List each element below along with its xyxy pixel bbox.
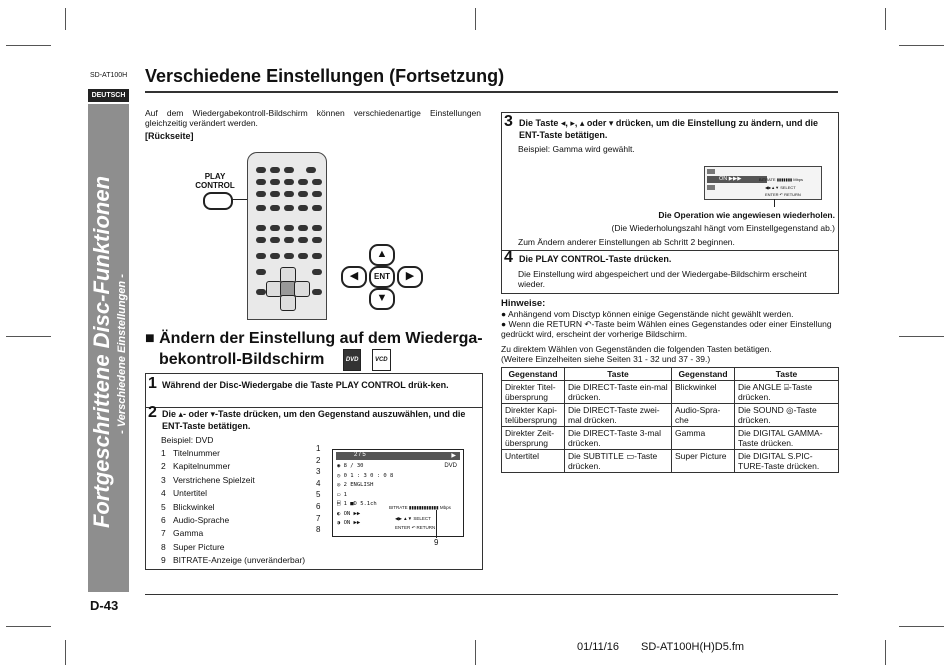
remote-button (284, 167, 294, 173)
crop-mark (6, 336, 51, 337)
list-item: 1 Titelnummer (161, 448, 220, 458)
step-3-repeat: Die Operation wie angewiesen wiederholen. (658, 210, 835, 220)
rueckseite-label: [Rückseite] (145, 131, 194, 141)
ent-button-illustration: ENT (369, 266, 395, 288)
remote-button (312, 289, 322, 295)
crop-mark (475, 8, 476, 30)
up-arrow-button-illustration: ▲ (369, 244, 395, 266)
remote-button (270, 205, 280, 211)
osd-bitrate: BITRATE ▮▮▮▮▮▮▮▮▮▮▮▮ Mbps (389, 505, 451, 510)
chapter-sidebar (88, 104, 129, 592)
section-heading: ■ Ändern der Einstellung auf dem Wiederga- bekontroll-Bildschirm DVD VCD (145, 329, 483, 371)
remote-button (298, 237, 308, 243)
osd-title-bar: 2 / 5 ▶ (336, 452, 460, 460)
osd-select: ◀▶ ▲▼ SELECT (395, 516, 431, 521)
dvd-badge: DVD (343, 349, 362, 371)
table-row: Direkter Kapi-telübersprung Die DIRECT-Taste zwei-mal drücken. Audio-Spra-che Die SOUND ◎-Taste drücken. (502, 404, 839, 427)
osd-rows: ◉ 8 / 30 ◷ 0 1 : 3 0 : 0 8 ◎ 2 ENGLISH ▭ 1 ⌸ 1 ■D 5.1ch ◐ ON ▶▶ ◑ ON ▶▶ (337, 463, 394, 526)
crop-mark (899, 45, 944, 46)
remote-dpad (280, 295, 296, 311)
table-row: Untertitel Die SUBTITLE ▭-Taste drücken. Super Picture Die DIGITAL S.PIC-TURE-Taste drücken. (502, 450, 839, 473)
notes-heading: Hinweise: (501, 298, 546, 309)
step-4-desc: Die Einstellung wird abgespeichert und der Wiedergabe-Bildschirm erscheint wieder. (518, 269, 807, 289)
remote-button (298, 191, 308, 197)
note-item: ● Anhängend vom Disctyp können einige Gegenstände nicht gewählt werden. (501, 309, 794, 319)
remote-button (270, 253, 280, 259)
step-2-text: Die ▴- oder ▾-Taste drücken, um den Gegenstand auszuwählen, und die ENT-Taste betätigen. (162, 409, 466, 431)
remote-button (312, 205, 322, 211)
remote-button (256, 253, 266, 259)
step-3-osd-gamma-row: ON ▶▶▶ (707, 176, 767, 183)
title-divider (145, 91, 838, 93)
bottom-divider (145, 594, 838, 595)
remote-button (256, 205, 266, 211)
remote-button (270, 191, 280, 197)
list-item: 3 Verstrichene Spielzeit (161, 474, 255, 485)
print-date: 01/11/16 (577, 641, 620, 653)
remote-button (256, 237, 266, 243)
crop-mark (885, 640, 886, 665)
language-tab: DEUTSCH (88, 89, 129, 102)
remote-button (256, 179, 266, 185)
remote-button (284, 205, 294, 211)
list-item: 7 Gamma (161, 528, 204, 539)
remote-control-illustration (247, 152, 327, 320)
remote-button (312, 253, 322, 259)
sidebar-subtitle: - Verschiedene Einstellungen - (116, 274, 128, 434)
remote-button (284, 225, 294, 231)
osd-callout-numbers: 1 2 3 4 5 6 7 8 (316, 444, 321, 535)
page-number: D-43 (90, 598, 119, 613)
remote-button (312, 179, 322, 185)
crop-mark (65, 8, 66, 30)
crop-mark (885, 8, 886, 30)
remote-button (256, 289, 266, 295)
list-item: 8 Super Picture (161, 541, 225, 552)
osd-callout-9: 9 (434, 538, 439, 547)
left-arrow-button-illustration: ◀ (341, 266, 367, 288)
remote-button (284, 237, 294, 243)
list-item: 6 Audio-Sprache (161, 515, 230, 526)
remote-button (256, 191, 266, 197)
table-row: Direkter Zeit-übersprung Die DIRECT-Taste 3-mal drücken. Gamma Die DIGITAL GAMMA-Taste drücken. (502, 427, 839, 450)
vcd-badge: VCD (372, 349, 391, 371)
section-heading-line1: Ändern der Einstellung auf dem Wiederga- (159, 330, 483, 347)
remote-button (312, 237, 322, 243)
play-control-button-illustration (203, 192, 233, 210)
step-2-number: 2 (148, 404, 157, 421)
remote-button (312, 225, 322, 231)
crop-mark (899, 626, 944, 627)
remote-button (312, 191, 322, 197)
remote-button (270, 237, 280, 243)
step-4-number: 4 (504, 249, 513, 266)
crop-mark (6, 45, 51, 46)
step-1-number: 1 (148, 375, 157, 392)
remote-button (298, 225, 308, 231)
remote-button (284, 191, 294, 197)
osd-screen-example (332, 449, 464, 537)
file-name: SD-AT100H(H)D5.fm (641, 641, 745, 653)
play-control-label: PLAY CONTROL (195, 172, 235, 190)
down-arrow-button-illustration: ▼ (369, 288, 395, 310)
remote-button (256, 167, 266, 173)
remote-button (256, 269, 266, 275)
remote-button (298, 253, 308, 259)
step-3-example: Beispiel: Gamma wird gewählt. (518, 144, 635, 154)
note-item: ● Wenn die RETURN ↶-Taste beim Wählen eines Gegenstandes oder einer Einstellung gedrückt wird, erscheint der vorherige Bildschirm. (501, 319, 832, 339)
section-heading-line2: bekontroll-Bildschirm (159, 351, 325, 369)
list-item: 9 BITRATE-Anzeige (unveränderbar) (161, 555, 306, 566)
crop-mark (65, 640, 66, 665)
remote-button (298, 205, 308, 211)
page-title: Verschiedene Einstellungen (Fortsetzung) (145, 66, 505, 86)
item-list (161, 447, 305, 568)
direct-keys-table (501, 367, 839, 473)
sidebar-title: Fortgeschrittene Disc-Funktionen (89, 175, 114, 529)
play-icon: ▶ (451, 453, 456, 459)
direct-select-text: Zu direktem Wählen von Gegenständen die folgenden Tasten betätigen. (Weitere Einzelheiten siehe Seiten 31 - 32 und 37 - 39.) (501, 344, 772, 364)
list-item: 5 Blickwinkel (161, 501, 215, 512)
list-item: 4 Untertitel (161, 488, 208, 499)
table-row: Direkter Titel-übersprung Die DIRECT-Taste ein-mal drücken. Blickwinkel Die ANGLE ⌸-Taste drücken. (502, 381, 839, 404)
step-1-box (145, 373, 483, 408)
callout-line (436, 510, 437, 538)
table-header-row: Gegenstand Taste Gegenstand Taste (502, 368, 839, 381)
remote-button (306, 167, 316, 173)
list-item: 2 Kapitelnummer (161, 461, 231, 472)
remote-button (284, 179, 294, 185)
osd-enter-return: ENTER ↶ RETURN (395, 525, 436, 530)
step-1-text: Während der Disc-Wiedergabe die Taste PLAY CONTROL drük-ken. (162, 380, 449, 390)
step-3-note: (Die Wiederholungszahl hängt vom Einstellgegenstand ab.) (611, 223, 835, 233)
step-4-text: Die PLAY CONTROL-Taste drücken. (519, 254, 672, 264)
remote-button (312, 269, 322, 275)
step-3-osd: ON ▶▶▶ BITRATE ▮▮▮▮▮▮▮ Mbps ◀▶▲▼ SELECT ENTER ↶ RETURN (704, 166, 822, 200)
crop-mark (899, 336, 944, 337)
crop-mark (475, 640, 476, 665)
remote-button (284, 253, 294, 259)
model-number: SD-AT100H (90, 72, 128, 79)
step-3-box (501, 112, 839, 251)
right-arrow-button-illustration: ▶ (397, 266, 423, 288)
remote-button (270, 167, 280, 173)
step-4-box (501, 249, 839, 294)
intro-text: Auf dem Wiedergabekontroll-Bildschirm können verschiedenartige Einstellungen gleichzeitig verändert werden. (145, 108, 481, 128)
remote-dpad (294, 281, 310, 297)
remote-button (270, 225, 280, 231)
remote-button (298, 179, 308, 185)
example-label: Beispiel: DVD (161, 435, 214, 445)
remote-button (256, 225, 266, 231)
step-3-note2: Zum Ändern anderer Einstellungen ab Schritt 2 beginnen. (518, 237, 735, 247)
step-3-text: Die Taste ◂, ▸, ▴ oder ▾ drücken, um die Einstellung zu ändern, und die ENT-Taste betätigen. (519, 118, 818, 140)
osd-disc-type: DVD (444, 463, 457, 469)
remote-button (270, 179, 280, 185)
step-3-number: 3 (504, 113, 513, 130)
crop-mark (6, 626, 51, 627)
